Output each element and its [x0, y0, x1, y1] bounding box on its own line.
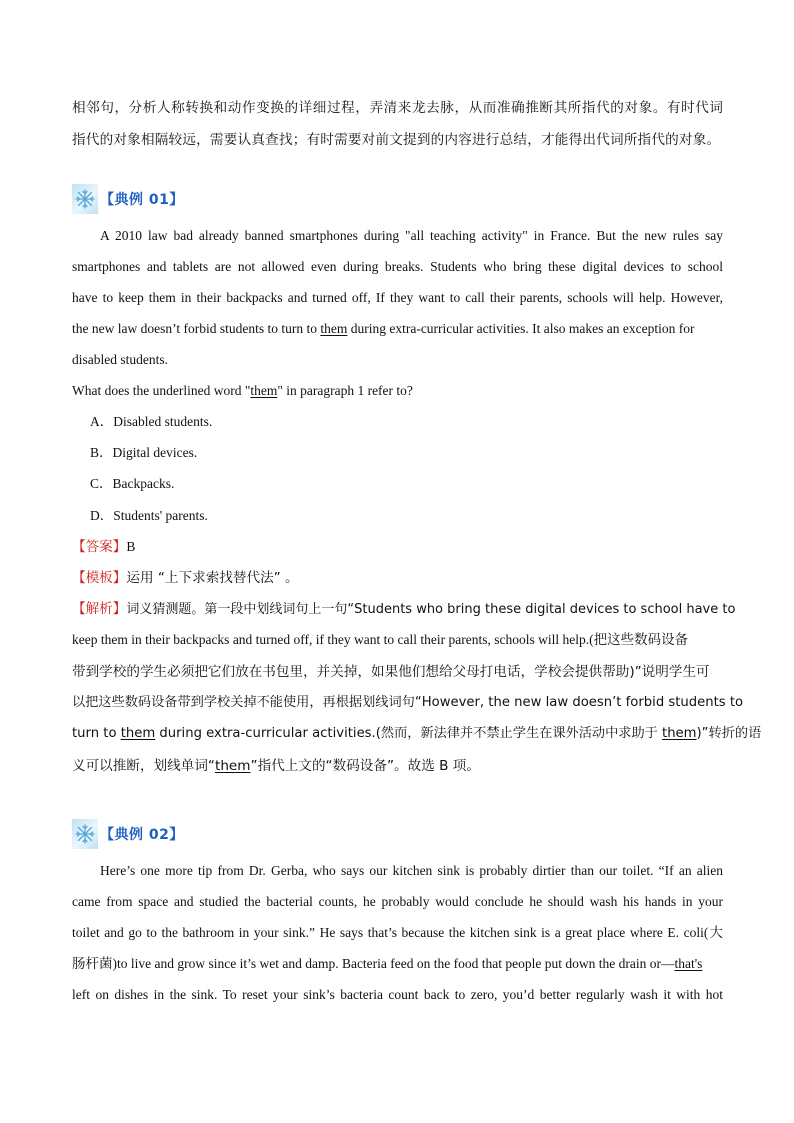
example-1-heading	[72, 183, 184, 215]
analysis-underlined-them-3: them	[214, 758, 251, 774]
option-a: A．Disabled students.	[90, 414, 213, 429]
analysis-line-5-text-c: )”转折的语	[696, 726, 762, 741]
passage-2-line-4-text: 肠杆菌)to live and grow since it’s wet and damp. Bacteria feed on the food that people put down the drain or—	[72, 956, 675, 971]
question-1-underlined-word: them	[250, 383, 278, 398]
analysis-line-6	[72, 756, 480, 776]
snowflake-icon	[72, 184, 98, 214]
document-page	[72, 0, 762, 1123]
analysis-line-6-text-a: 义可以推断，划线单词“	[72, 758, 215, 774]
template-line	[72, 568, 299, 589]
option-d: D．Students' parents.	[90, 508, 208, 523]
analysis-line-2: keep them in their backpacks and turned off, if they want to call their parents, schools will help.(把这些数码设备	[72, 632, 689, 647]
passage-1-line-1: A 2010 law bad already banned smartphones during "all teaching activity" in France. But the new rules say	[100, 228, 723, 243]
example-1-title: 【典例 01】	[100, 192, 184, 208]
analysis-underlined-them-2: them	[662, 726, 697, 741]
analysis-line-6-text-b: ”指代上文的“数码设备”。故选 B 项。	[250, 758, 480, 774]
analysis-line-5-text-b: during extra-curricular activities.(然而，新法律并不禁止学生在课外活动中求助于	[155, 726, 663, 741]
analysis-line-4: 以把这些数码设备带到学校关掉不能使用，再根据划线词句“However, the new law doesn’t forbid students to	[72, 695, 744, 710]
analysis-line-5-text-a: turn to	[72, 726, 121, 741]
passage-2-line-1: Here’s one more tip from Dr. Gerba, who says our kitchen sink is probably dirtier than our toilet. “If an alien	[100, 863, 723, 878]
analysis-line-5	[72, 724, 761, 744]
analysis-line-1	[72, 599, 736, 620]
question-1-text-a: What does the underlined word "	[72, 383, 251, 398]
analysis-tag: 【解析】	[72, 601, 127, 617]
answer-line	[72, 537, 135, 558]
intro-line-2: 指代的对象相隔较远，需要认真查找；有时需要对前文提到的内容进行总结，才能得出代词所指代的对象。	[72, 132, 721, 148]
template-tag: 【模板】	[72, 570, 127, 586]
passage-1-line-4-text-a: the new law doesn’t forbid students to turn to	[72, 321, 321, 336]
question-1	[72, 381, 413, 401]
option-b: B．Digital devices.	[90, 445, 198, 460]
option-c: C．Backpacks.	[90, 476, 175, 491]
passage-1-line-4-text-b: during extra-curricular activities. It also makes an exception for	[347, 321, 695, 336]
passage-2-line-5: left on dishes in the sink. To reset your sink’s bacteria count back to zero, you’d better regularly wash it with hot	[72, 987, 723, 1002]
answer-tag: 【答案】	[72, 539, 127, 555]
underlined-word-them: them	[320, 321, 348, 336]
question-1-text-b: " in paragraph 1 refer to?	[277, 383, 413, 398]
analysis-underlined-them-1: them	[120, 726, 156, 741]
passage-2-line-3: toilet and go to the bathroom in your sink.” He says that’s because the kitchen sink is a great place where E. coli(大	[72, 925, 723, 940]
passage-2-line-2: came from space and studied the bacterial counts, he probably would conclude he should wash his hands in your	[72, 894, 723, 909]
answer-value: B	[126, 539, 136, 554]
underlined-word-thats: that's	[674, 956, 703, 971]
example-2-title: 【典例 02】	[100, 827, 184, 843]
analysis-line-3: 带到学校的学生必须把它们放在书包里，并关掉，如果他们想给父母打电话，学校会提供帮助)”说明学生可	[72, 664, 710, 680]
passage-1-line-3: have to keep them in their backpacks and turned off, If they want to call their parents, schools will help. However,	[72, 290, 723, 305]
example-2-heading	[72, 818, 184, 850]
analysis-text-1: 词义猜测题。第一段中划线词句上一句“Students who bring these digital devices to school have to	[126, 602, 736, 617]
snowflake-icon	[72, 819, 98, 849]
passage-1-line-2: smartphones and tablets are not allowed even during breaks. Students who bring these digital devices to school	[72, 259, 723, 274]
intro-line-1: 相邻句，分析人称转换和动作变换的详细过程，弄清来龙去脉，从而准确推断其所指代的对象。有时代词	[72, 100, 723, 116]
passage-2-line-4	[72, 954, 723, 974]
passage-1-line-5: disabled students.	[72, 352, 168, 367]
template-text: 运用 “上下求索找替代法” 。	[126, 570, 299, 586]
passage-1-line-4	[72, 319, 723, 339]
